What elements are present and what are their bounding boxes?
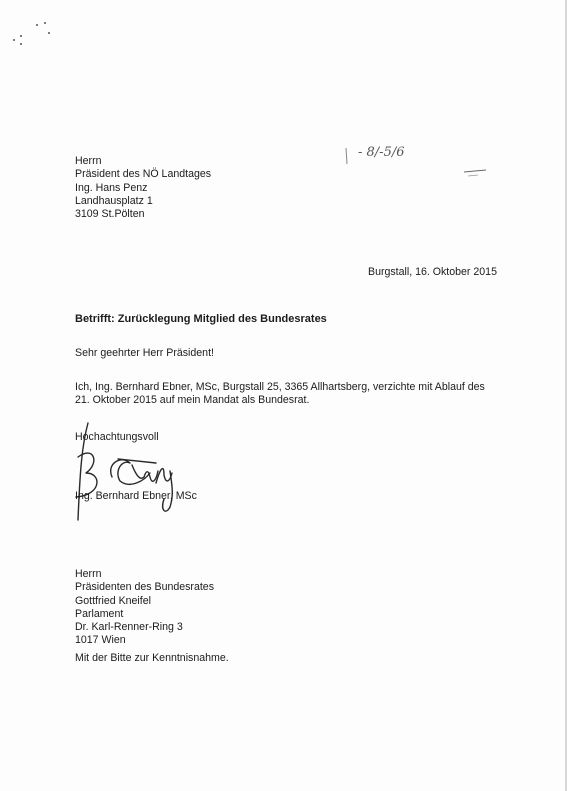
recipient-line: Herrn	[75, 155, 102, 167]
closing-note: Mit der Bitte zur Kenntnisnahme.	[75, 652, 229, 664]
recipient-line: Präsident des NÖ Landtages	[75, 168, 212, 181]
scan-speck	[44, 22, 46, 24]
cc-line: Gottfried Kneifel	[75, 594, 151, 607]
scan-speck	[13, 39, 15, 41]
date-line: Burgstall, 16. Oktober 2015	[368, 266, 497, 278]
recipient-line: Landhausplatz 1	[75, 194, 153, 207]
recipient-line: 3109 St.Pölten	[75, 208, 145, 221]
cc-line: 1017 Wien	[75, 634, 126, 647]
scan-speck	[48, 32, 50, 34]
signatory-name: Ing. Bernhard Ebner, MSc	[75, 490, 197, 502]
scan-speck	[20, 43, 22, 45]
scan-speck	[20, 35, 22, 37]
registration-mark: - 8/-5/6	[358, 145, 405, 160]
cc-recipient-address	[75, 568, 214, 648]
scan-speck	[36, 24, 38, 26]
letter-body	[75, 381, 485, 408]
body-line: 21. Oktober 2015 auf mein Mandat als Bundesrat.	[75, 394, 310, 407]
handwritten-signature	[60, 415, 190, 525]
recipient-address	[75, 155, 211, 221]
closing: Hochachtungsvoll	[75, 431, 159, 443]
cc-line: Dr. Karl-Renner-Ring 3	[75, 621, 183, 634]
recipient-line: Ing. Hans Penz	[75, 181, 148, 194]
cc-line: Parlament	[75, 607, 124, 620]
body-line: Ich, Ing. Bernhard Ebner, MSc, Burgstall 25, 3365 Allhartsberg, verzichte mit Ablauf des	[75, 381, 485, 393]
salutation: Sehr geehrter Herr Präsident!	[75, 347, 214, 359]
subject-line: Betrifft: Zurücklegung Mitglied des Bundesrates	[75, 313, 327, 325]
registration-mark-strokes	[340, 140, 480, 190]
cc-line: Herrn	[75, 568, 102, 580]
cc-line: Präsidenten des Bundesrates	[75, 581, 214, 594]
